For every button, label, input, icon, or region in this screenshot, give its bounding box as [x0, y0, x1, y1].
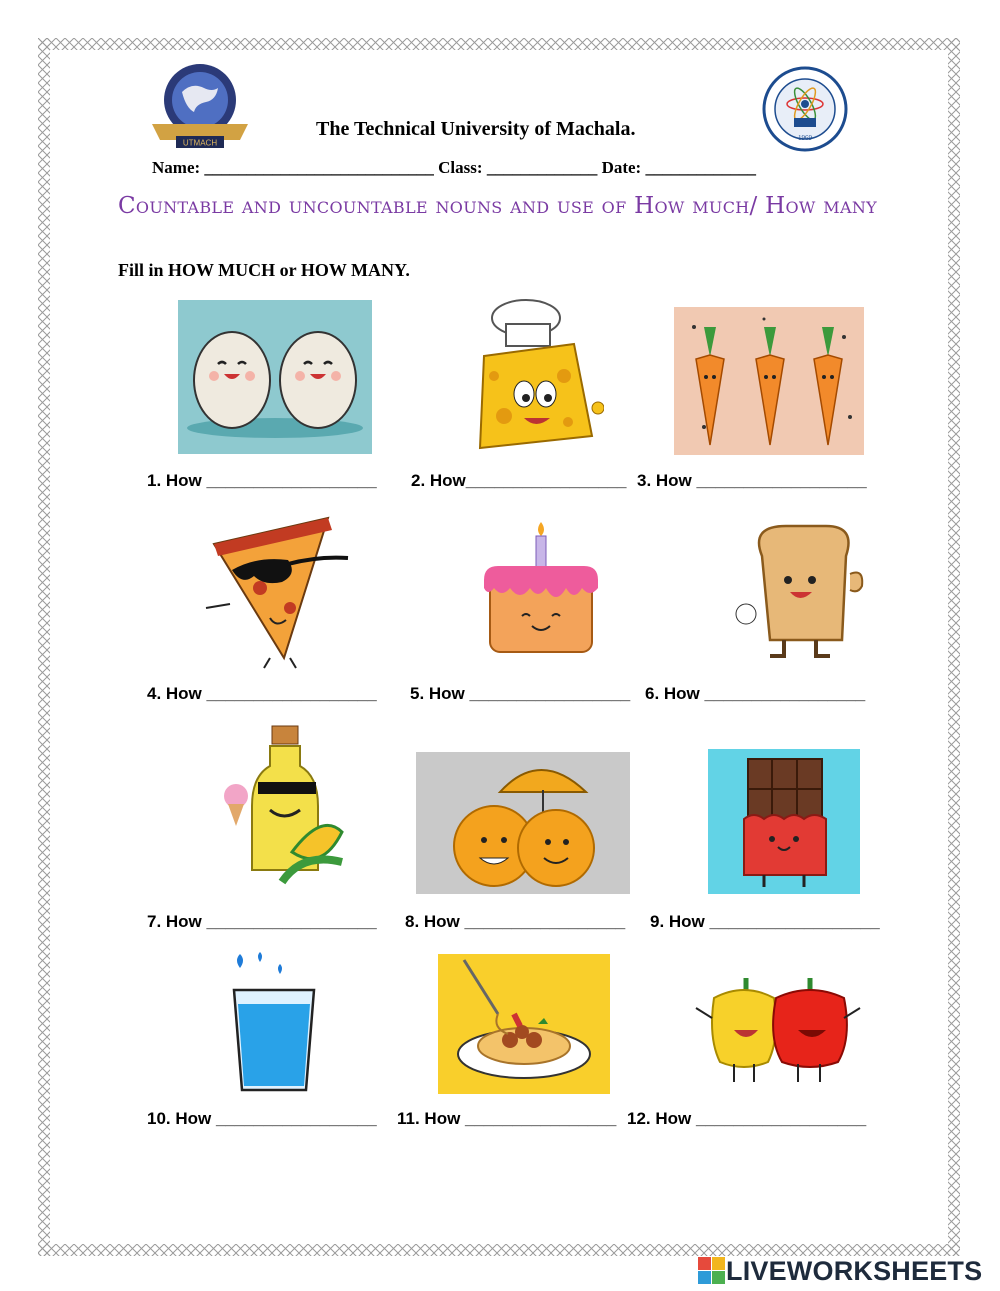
university-seal	[762, 66, 848, 152]
peppers-picture	[690, 968, 866, 1090]
date-label: Date:	[601, 158, 642, 177]
class-label: Class:	[438, 158, 483, 177]
water-picture	[226, 952, 322, 1094]
item-10-label[interactable]: 10. How _________________	[147, 1109, 377, 1128]
brand-name: LIVEWORKSHEETS	[726, 1255, 983, 1286]
name-field[interactable]: ___________________________	[204, 158, 434, 177]
student-info-line	[152, 158, 756, 178]
item-11-label[interactable]: 11. How ________________	[397, 1109, 617, 1128]
spaghetti-picture	[438, 954, 610, 1094]
worksheet-title: Countable and uncountable nouns and use of How much/ How many	[118, 193, 877, 219]
cake-picture	[480, 520, 602, 658]
item-7-label[interactable]: 7. How __________________	[147, 912, 377, 931]
item-3-label[interactable]: 3. How __________________	[637, 471, 867, 490]
item-5-label[interactable]: 5. How _________________	[410, 684, 631, 703]
cheese-picture	[464, 296, 604, 456]
chocolate-picture	[708, 749, 860, 894]
eggs-picture	[178, 300, 372, 454]
oil-picture	[222, 722, 354, 890]
item-8-label[interactable]: 8. How _________________	[405, 912, 626, 931]
liveworksheets-logo[interactable]	[698, 1256, 982, 1286]
liveworksheets-badge-icon	[698, 1257, 726, 1285]
item-4-label[interactable]: 4. How __________________	[147, 684, 377, 703]
item-2-label[interactable]: 2. How_________________	[411, 471, 627, 490]
name-label: Name:	[152, 158, 201, 177]
item-1-label[interactable]: 1. How __________________	[147, 471, 377, 490]
university-name: The Technical University of Machala.	[316, 118, 636, 140]
date-field[interactable]: _____________	[645, 158, 756, 177]
instruction: Fill in HOW MUCH or HOW MANY.	[118, 260, 410, 280]
item-12-label[interactable]: 12. How __________________	[627, 1109, 867, 1128]
pizza-picture	[200, 508, 368, 670]
seal-year: 1969	[798, 134, 812, 142]
faculty-logo	[148, 62, 252, 154]
item-9-label[interactable]: 9. How __________________	[650, 912, 880, 931]
bread-picture	[732, 518, 866, 664]
faculty-logo-text: UTMACH	[182, 138, 218, 148]
carrots-picture	[674, 307, 864, 455]
class-field[interactable]: _____________	[486, 158, 598, 177]
oranges-picture	[416, 752, 630, 894]
item-6-label[interactable]: 6. How _________________	[645, 684, 866, 703]
